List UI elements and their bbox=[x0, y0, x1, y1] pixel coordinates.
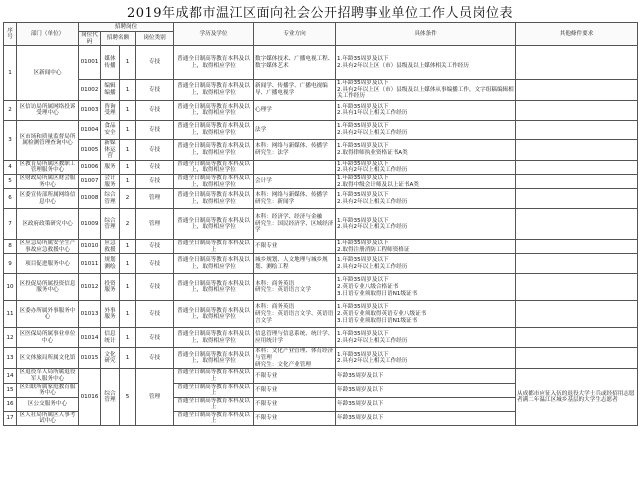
quota-cell: 1 bbox=[120, 328, 136, 348]
position-cell: 服务 bbox=[101, 160, 120, 174]
table-row bbox=[4, 254, 638, 274]
seq-cell: 6 bbox=[4, 189, 17, 209]
position-cell: 综合管理 bbox=[101, 209, 120, 240]
education-cell: 普通全日制高等教育本科及以上，取得相应学位 bbox=[174, 80, 254, 101]
dept-cell: 区新闻中心 bbox=[17, 46, 79, 101]
condition-cell: 1.年龄35周岁及以下 2.具有1年以上相关工作经历 bbox=[336, 100, 516, 120]
quota-cell: 2 bbox=[120, 209, 136, 240]
seq-cell: 3 bbox=[4, 120, 17, 160]
table-row bbox=[4, 369, 638, 383]
dept-cell: 区政府政策研究中心 bbox=[17, 209, 79, 240]
education-cell: 普通全日制高等教育本科及以上，取得相应学位 bbox=[174, 274, 254, 301]
quota-cell: 1 bbox=[120, 160, 136, 174]
other-cell bbox=[516, 80, 638, 101]
major-cell: 城乡规划、人文地理与城乡规划、测绘工程 bbox=[254, 254, 336, 274]
education-cell: 普通全日制高等教育本科及以上，取得相应学位 bbox=[174, 174, 254, 188]
header-num: 招聘名额 bbox=[101, 32, 136, 46]
dept-cell: 区委宣传部所属网络信息中心 bbox=[17, 189, 79, 209]
code-cell: 01005 bbox=[79, 139, 101, 160]
table-row bbox=[4, 189, 638, 209]
dept-cell: 区人社局所属区人事考试中心 bbox=[17, 411, 79, 425]
other-cell bbox=[516, 301, 638, 328]
category-cell: 专技 bbox=[136, 254, 174, 274]
dept-cell: 区教育局所属区教职工管理服务中心 bbox=[17, 160, 79, 174]
seq-cell: 4 bbox=[4, 160, 17, 174]
condition-cell: 1.年龄35周岁及以下 2.具有2年以上相关工作经历 bbox=[336, 189, 516, 209]
major-cell: 不限专业 bbox=[254, 397, 336, 411]
other-cell bbox=[516, 328, 638, 348]
quota-cell: 1 bbox=[120, 46, 136, 80]
condition-cell: 1.年龄35周岁及以下 2.具有2年以上区（市）县级及以上媒体相关工作经历 bbox=[336, 46, 516, 80]
seq-cell: 13 bbox=[4, 348, 17, 369]
category-cell: 管理 bbox=[136, 189, 174, 209]
header-code: 岗位代码 bbox=[79, 32, 101, 46]
dept-cell: 区投促局所属投资信息服务中心 bbox=[17, 274, 79, 301]
category-cell: 专技 bbox=[136, 301, 174, 328]
position-cell: 应急救援 bbox=[101, 240, 120, 254]
table-row bbox=[4, 328, 638, 348]
condition-cell: 1.年龄35周岁及以下 2.具有2年以上相关工作经历 bbox=[336, 160, 516, 174]
position-cell: 综合管理 bbox=[101, 189, 120, 209]
condition-cell: 1.年龄35周岁及以下 2.具有2年以上相关工作经历 bbox=[336, 328, 516, 348]
code-cell: 01009 bbox=[79, 209, 101, 240]
table-row bbox=[4, 139, 638, 160]
major-cell: 不限专业 bbox=[254, 240, 336, 254]
category-cell: 专技 bbox=[136, 348, 174, 369]
header-cond: 具体条件 bbox=[336, 23, 516, 46]
dept-cell: 区医保局所属事业单位中心 bbox=[17, 328, 79, 348]
condition-cell: 1.年龄35周岁及以下 2.具有2年以上相关工作经历 bbox=[336, 254, 516, 274]
code-cell: 01014 bbox=[79, 328, 101, 348]
header-dept: 部门（单位） bbox=[17, 23, 79, 46]
job-table bbox=[3, 22, 638, 426]
category-cell: 管理 bbox=[136, 369, 174, 426]
education-cell: 普通全日制高等教育本科及以上，取得相应学位 bbox=[174, 209, 254, 240]
major-cell: 信息管理与信息系统、统计学、应用统计学 bbox=[254, 328, 336, 348]
major-cell: 本科：商务英语 研究生：英语语言文学 bbox=[254, 274, 336, 301]
quota-cell: 1 bbox=[120, 240, 136, 254]
education-cell: 普通全日制高等教育本科及以上，取得相应学位 bbox=[174, 160, 254, 174]
table-row bbox=[4, 209, 638, 240]
code-cell: 01002 bbox=[79, 80, 101, 101]
header-major: 专业方向 bbox=[254, 23, 336, 46]
education-cell: 普通全日制高等教育本科及以上，取得相应学位 bbox=[174, 328, 254, 348]
category-cell: 专技 bbox=[136, 274, 174, 301]
condition-cell: 1.年龄35周岁及以下 2.英语专业须取得英语专业八级证书 3.日语专业须取得日语N1级证书 bbox=[336, 301, 516, 328]
dept-cell: 区退役军人局所属退役军人服务中心 bbox=[17, 369, 79, 383]
quota-cell: 1 bbox=[120, 80, 136, 101]
quota-cell: 1 bbox=[120, 120, 136, 139]
major-cell: 数字媒体技术、广播电视工程、数字媒体艺术 bbox=[254, 46, 336, 80]
major-cell: 不限专业 bbox=[254, 369, 336, 383]
header-other: 其他條件要求 bbox=[516, 23, 638, 46]
seq-cell: 7 bbox=[4, 209, 17, 240]
code-cell: 01010 bbox=[79, 240, 101, 254]
education-cell: 普通全日制高等教育本科及以上，取得相应学位 bbox=[174, 100, 254, 120]
position-cell: 规划测绘 bbox=[101, 254, 120, 274]
major-cell: 新闻学、传播学、广播电视编导、广播电视学 bbox=[254, 80, 336, 101]
dept-cell: 区信访局所属网络投诉受理中心 bbox=[17, 100, 79, 120]
dept-cell: 区妇联所属家庭教育服务中心 bbox=[17, 383, 79, 397]
category-cell: 专技 bbox=[136, 80, 174, 101]
major-cell: 不限专业 bbox=[254, 383, 336, 397]
education-cell: 普通全日制高等教育本科及以上，取得相应学位 bbox=[174, 254, 254, 274]
category-cell: 专技 bbox=[136, 174, 174, 188]
seq-cell: 5 bbox=[4, 174, 17, 188]
other-cell bbox=[516, 254, 638, 274]
other-cell bbox=[516, 189, 638, 209]
category-cell: 专技 bbox=[136, 160, 174, 174]
category-cell: 专技 bbox=[136, 120, 174, 139]
major-cell: 会计学 bbox=[254, 174, 336, 188]
position-cell: 咨询受理 bbox=[101, 100, 120, 120]
category-cell: 管理 bbox=[136, 209, 174, 240]
dept-cell: 区应急局所属安全生产事故应急救援中心 bbox=[17, 240, 79, 254]
other-cell bbox=[516, 160, 638, 174]
major-cell: 本科：商务英语 研究生：英语语言文学、英语语言文学 bbox=[254, 301, 336, 328]
education-cell: 普通全日制高等教育本科及以上，取得相应学位 bbox=[174, 120, 254, 139]
position-cell: 文化研究 bbox=[101, 348, 120, 369]
condition-cell: 1.年龄35周岁及以下 2.具有2年以上相关工作经历 bbox=[336, 120, 516, 139]
position-cell: 编辑编播 bbox=[101, 80, 120, 101]
code-cell: 01008 bbox=[79, 189, 101, 209]
code-cell: 01016 bbox=[79, 369, 101, 426]
quota-cell: 1 bbox=[120, 274, 136, 301]
education-cell: 普通全日制高等教育本科及以上 bbox=[174, 240, 254, 254]
position-cell: 投资服务 bbox=[101, 274, 120, 301]
table-row bbox=[4, 100, 638, 120]
category-cell: 专技 bbox=[136, 100, 174, 120]
position-cell: 媒体传播 bbox=[101, 46, 120, 80]
education-cell: 普通全日制高等教育本科及以上 bbox=[174, 369, 254, 383]
seq-cell: 12 bbox=[4, 328, 17, 348]
seq-cell: 11 bbox=[4, 301, 17, 328]
table-row bbox=[4, 301, 638, 328]
other-cell bbox=[516, 139, 638, 160]
category-cell: 专技 bbox=[136, 46, 174, 80]
other-cell bbox=[516, 100, 638, 120]
education-cell: 普通全日制高等教育本科及以上 bbox=[174, 397, 254, 411]
major-cell: 本科：网络与新媒体、传播学 研究生：法学 bbox=[254, 139, 336, 160]
seq-cell: 14 bbox=[4, 369, 17, 383]
table-row bbox=[4, 80, 638, 101]
dept-cell: 项目促进服务中心 bbox=[17, 254, 79, 274]
quota-cell: 1 bbox=[120, 301, 136, 328]
table-row bbox=[4, 240, 638, 254]
condition-cell: 年龄35周岁及以下 bbox=[336, 369, 516, 383]
other-cell bbox=[516, 348, 638, 369]
other-cell bbox=[516, 240, 638, 254]
code-cell: 01013 bbox=[79, 301, 101, 328]
seq-cell: 10 bbox=[4, 274, 17, 301]
table-row bbox=[4, 174, 638, 188]
condition-cell: 1.年龄35周岁及以下 2.取得注册消防工程师资格证 bbox=[336, 240, 516, 254]
condition-cell: 1.年龄35周岁及以下 2.取得律师执业资格证书A类 bbox=[336, 139, 516, 160]
position-cell: 食品安全 bbox=[101, 120, 120, 139]
position-cell: 会计服务 bbox=[101, 174, 120, 188]
condition-cell: 1.年龄35周岁及以下 2.具有2年以上相关工作经历 bbox=[336, 209, 516, 240]
table-row bbox=[4, 46, 638, 80]
dept-cell: 区市场和质量监督局所属检测管理查询中心 bbox=[17, 120, 79, 160]
education-cell: 普通全日制高等教育本科及以上，取得相应学位 bbox=[174, 301, 254, 328]
major-cell: 本科：文化产业管理、体育经济与管理 研究生：文化产业管理 bbox=[254, 348, 336, 369]
header-edu: 学历及学位 bbox=[174, 23, 254, 46]
position-cell: 信息统计 bbox=[101, 328, 120, 348]
seq-cell: 1 bbox=[4, 46, 17, 101]
condition-cell: 年龄35周岁及以下 bbox=[336, 397, 516, 411]
position-cell: 外事服务 bbox=[101, 301, 120, 328]
major-cell: 不限专业 bbox=[254, 411, 336, 425]
condition-cell: 1.年龄35周岁及以下 2.具有2年以上相关工作经历 bbox=[336, 348, 516, 369]
major-cell: 本科：网络与新媒体、传播学 研究生：新闻学 bbox=[254, 189, 336, 209]
major-cell: 本科：经济学、经济与金融 研究生：国民经济学、区域经济学 bbox=[254, 209, 336, 240]
education-cell: 普通全日制高等教育本科及以上，取得相应学位 bbox=[174, 139, 254, 160]
education-cell: 普通全日制高等教育本科及以上，取得相应学位 bbox=[174, 189, 254, 209]
education-cell: 普通全日制高等教育本科及以上 bbox=[174, 383, 254, 397]
education-cell: 普通全日制高等教育本科及以上 bbox=[174, 411, 254, 425]
quota-cell: 5 bbox=[120, 369, 136, 426]
other-cell bbox=[516, 174, 638, 188]
education-cell: 普通全日制高等教育本科及以上，取得相应学位 bbox=[174, 46, 254, 80]
major-cell bbox=[254, 160, 336, 174]
quota-cell: 2 bbox=[120, 189, 136, 209]
other-cell bbox=[516, 46, 638, 80]
other-cell bbox=[516, 209, 638, 240]
table-body bbox=[4, 46, 638, 426]
code-cell: 01007 bbox=[79, 174, 101, 188]
code-cell: 01001 bbox=[79, 46, 101, 80]
other-cell: 从成都市应征入伍的退役大学士兵或经招用志愿者满二年温江区城乡基层的大学生志愿者 bbox=[516, 369, 638, 426]
category-cell: 专技 bbox=[136, 139, 174, 160]
category-cell: 专技 bbox=[136, 240, 174, 254]
dept-cell: 区公交服务中心 bbox=[17, 397, 79, 411]
other-cell bbox=[516, 120, 638, 139]
quota-cell: 1 bbox=[120, 100, 136, 120]
header-cat: 岗位类别 bbox=[136, 32, 174, 46]
code-cell: 01003 bbox=[79, 100, 101, 120]
seq-cell: 17 bbox=[4, 411, 17, 425]
seq-cell: 15 bbox=[4, 383, 17, 397]
position-cell: 新媒体运营 bbox=[101, 139, 120, 160]
code-cell: 01006 bbox=[79, 160, 101, 174]
seq-cell: 8 bbox=[4, 240, 17, 254]
table-row bbox=[4, 274, 638, 301]
quota-cell: 1 bbox=[120, 348, 136, 369]
quota-cell: 1 bbox=[120, 139, 136, 160]
seq-cell: 16 bbox=[4, 397, 17, 411]
quota-cell: 1 bbox=[120, 174, 136, 188]
quota-cell: 1 bbox=[120, 254, 136, 274]
table-row bbox=[4, 120, 638, 139]
code-cell: 01012 bbox=[79, 274, 101, 301]
condition-cell: 年龄35周岁及以下 bbox=[336, 411, 516, 425]
header-group: 招聘岗位 bbox=[79, 23, 174, 32]
other-cell bbox=[516, 274, 638, 301]
condition-cell: 1.年龄35周岁及以下 2.英语专业八级合格证书 3.日语专业须取得日语N1级证书 bbox=[336, 274, 516, 301]
major-cell: 心理学 bbox=[254, 100, 336, 120]
condition-cell: 1.年龄35周岁及以下 2.具有2年以上区（市）县级及以上媒体从事编播工作，文字组稿编辑相关工作经历 bbox=[337, 80, 514, 100]
condition-cell: 1.年龄35周岁及以下 2.取得中级会计师及以上证书A类 bbox=[336, 174, 516, 188]
code-cell: 01011 bbox=[79, 254, 101, 274]
education-cell: 普通全日制高等教育本科及以上，取得相应学位 bbox=[174, 348, 254, 369]
table-row bbox=[4, 160, 638, 174]
code-cell: 01015 bbox=[79, 348, 101, 369]
category-cell: 专技 bbox=[136, 328, 174, 348]
dept-cell: 区委办所属外事服务中心 bbox=[17, 301, 79, 328]
code-cell: 01004 bbox=[79, 120, 101, 139]
dept-cell: 区财政局所属区财会服务中心 bbox=[17, 174, 79, 188]
table-row bbox=[4, 348, 638, 369]
header-seq: 序号 bbox=[4, 23, 17, 46]
major-cell: 法学 bbox=[254, 120, 336, 139]
page-title: 2019年成都市温江区面向社会公开招聘事业单位工作人员岗位表 bbox=[126, 6, 514, 21]
condition-cell: 年龄35周岁及以下 bbox=[336, 383, 516, 397]
seq-cell: 9 bbox=[4, 254, 17, 274]
dept-cell: 区文体旅局所属文化馆 bbox=[17, 348, 79, 369]
position-cell: 综合管理 bbox=[101, 369, 120, 426]
seq-cell: 2 bbox=[4, 100, 17, 120]
